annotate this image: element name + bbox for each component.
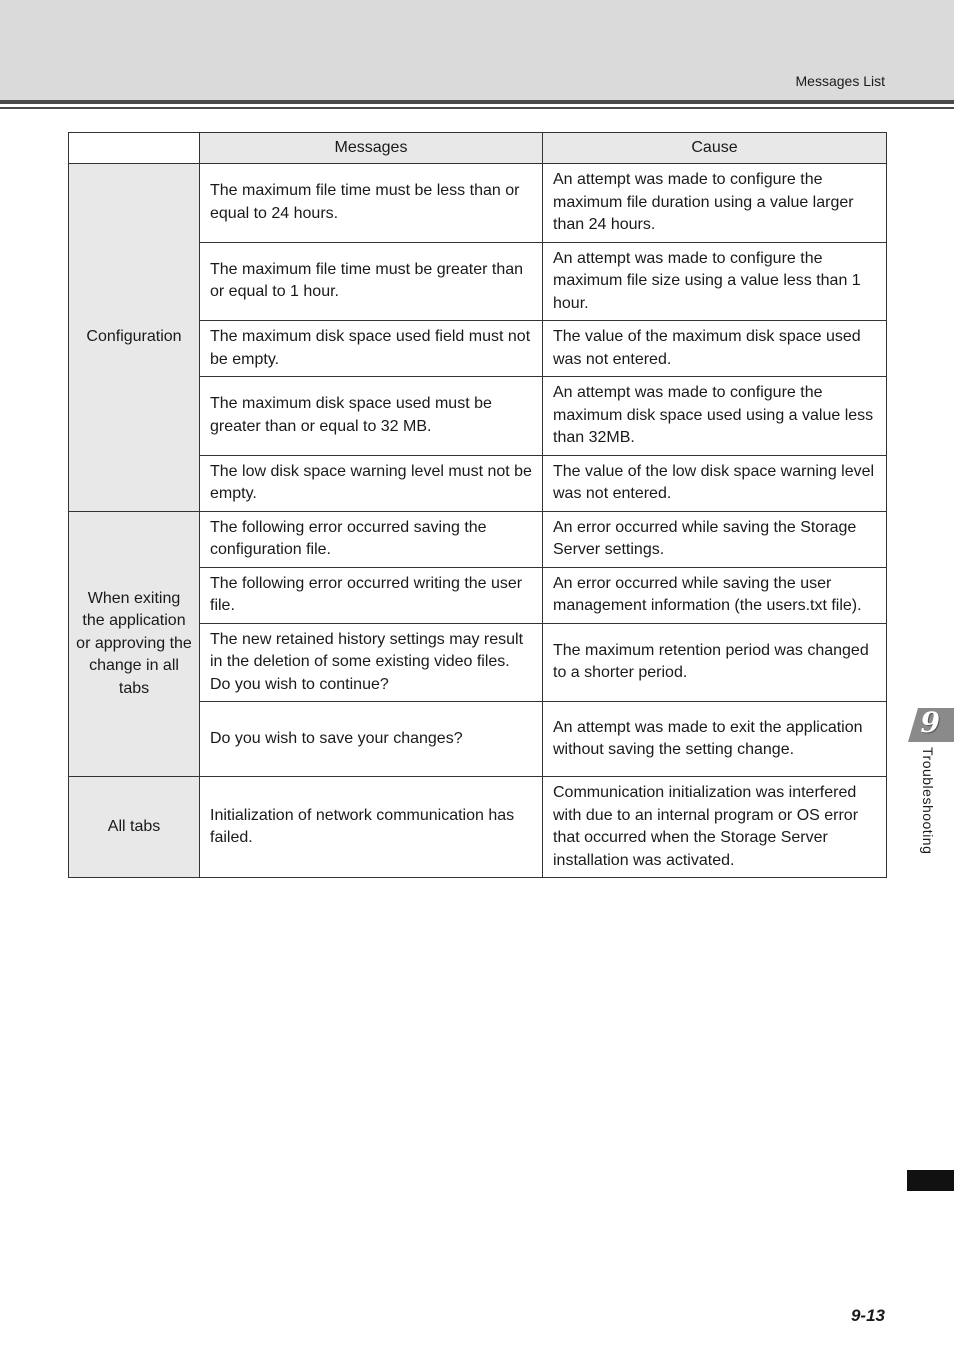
message-cell: The maximum disk space used field must not be empty.: [200, 321, 543, 377]
message-cell: The maximum file time must be less than or equal to 24 hours.: [200, 164, 543, 243]
cause-cell: An error occurred while saving the Storage Server settings.: [543, 511, 887, 567]
header-rule-thick: [0, 100, 954, 104]
cause-cell: Communication initialization was interfered with due to an internal program or OS error that occurred when the Storage Server installation was activated.: [543, 777, 887, 878]
section-title: Messages List: [795, 73, 885, 89]
cause-cell: The value of the low disk space warning level was not entered.: [543, 455, 887, 511]
header-rule-thin: [0, 107, 954, 109]
message-cell: The following error occurred writing the user file.: [200, 567, 543, 623]
message-cell: The new retained history settings may result in the deletion of some existing video files. Do you wish to continue?: [200, 623, 543, 702]
category-cell: All tabs: [69, 777, 200, 878]
column-header-category: [69, 133, 200, 164]
cause-cell: An attempt was made to configure the maximum file duration using a value larger than 24 hours.: [543, 164, 887, 243]
cause-cell: An error occurred while saving the user management information (the users.txt file).: [543, 567, 887, 623]
cause-cell: The value of the maximum disk space used was not entered.: [543, 321, 887, 377]
table-row: [69, 511, 887, 567]
category-cell: Configuration: [69, 164, 200, 512]
column-header-cause: Cause: [543, 133, 887, 164]
chapter-label: Troubleshooting: [920, 747, 936, 855]
message-cell: The low disk space warning level must not be empty.: [200, 455, 543, 511]
chapter-number: 9: [920, 706, 940, 739]
table-row: [69, 164, 887, 243]
cause-cell: An attempt was made to configure the maximum file size using a value less than 1 hour.: [543, 242, 887, 321]
message-cell: The following error occurred saving the configuration file.: [200, 511, 543, 567]
table-row: [69, 777, 887, 878]
messages-table: [68, 132, 887, 878]
page-number: 9-13: [850, 1306, 885, 1325]
thumb-index-bar: [907, 1170, 954, 1191]
column-header-messages: Messages: [200, 133, 543, 164]
category-cell: When exiting the application or approving the change in all tabs: [69, 511, 200, 777]
cause-cell: The maximum retention period was changed to a shorter period.: [543, 623, 887, 702]
message-cell: The maximum disk space used must be greater than or equal to 32 MB.: [200, 377, 543, 456]
message-cell: The maximum file time must be greater than or equal to 1 hour.: [200, 242, 543, 321]
table-header-row: [69, 133, 887, 164]
message-cell: Initialization of network communication has failed.: [200, 777, 543, 878]
cause-cell: An attempt was made to configure the maximum disk space used using a value less than 32MB.: [543, 377, 887, 456]
cause-cell: An attempt was made to exit the application without saving the setting change.: [543, 702, 887, 777]
message-cell: Do you wish to save your changes?: [200, 702, 543, 777]
